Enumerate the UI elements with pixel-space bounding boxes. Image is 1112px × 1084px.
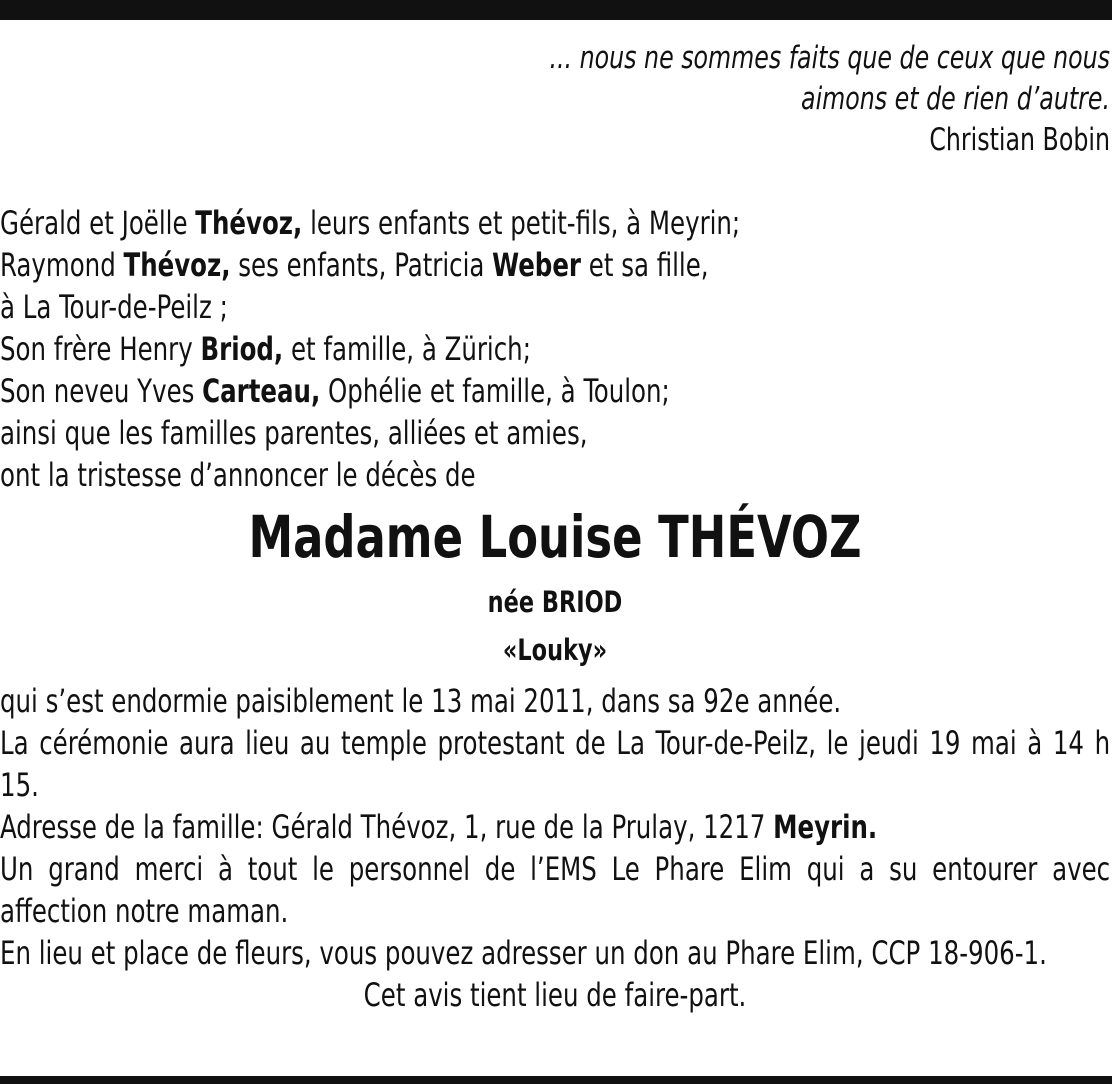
notice-details — [0, 680, 1110, 974]
donation-note: En lieu et place de fleurs, vous pouvez adresser un don au Phare Elim, CCP 18-906-1. — [0, 934, 1047, 972]
family-line — [0, 370, 1105, 412]
text: Son frère Henry — [0, 330, 201, 368]
text: ses enfants, Patricia — [230, 246, 493, 284]
epigraph — [167, 38, 1111, 161]
surname: Thévoz, — [123, 246, 231, 284]
family-line: à La Tour-de-Peilz ; — [0, 288, 228, 326]
text: Adresse de la famille: Gérald Thévoz, 1, rue de la Prulay, 1217 — [0, 808, 774, 846]
bottom-rule — [0, 1076, 1112, 1084]
thanks-note: Un grand merci à tout le personnel de l’EMS Le Phare Elim qui a su entourer avec affection notre maman. — [0, 850, 1111, 930]
text: leurs enfants et petit-fils, à Meyrin; — [302, 204, 741, 242]
family-line: ainsi que les familles parentes, alliées et amies, — [0, 414, 588, 452]
family-line: ont la tristesse d’annoncer le décès de — [0, 456, 476, 494]
family-announcement — [0, 202, 1105, 496]
deceased-name: Madame Louise THÉVOZ — [248, 503, 862, 571]
surname: Thévoz, — [195, 204, 303, 242]
epigraph-quote-line-1: ... nous ne sommes faits que de ceux que nous — [549, 40, 1110, 76]
text: Gérald et Joëlle — [0, 204, 196, 242]
obituary-notice — [0, 38, 1110, 1016]
surname: Briod, — [200, 330, 284, 368]
epigraph-quote-line-2: aimons et de rien d’autre. — [801, 81, 1110, 117]
surname: Carteau, — [202, 372, 321, 410]
top-rule — [0, 0, 1112, 20]
text: et famille, à Zürich; — [283, 330, 531, 368]
text: Raymond — [0, 246, 124, 284]
family-line — [0, 202, 1105, 244]
text: et sa fille, — [581, 246, 709, 284]
family-line — [0, 328, 1105, 370]
text: Ophélie et famille, à Toulon; — [320, 372, 670, 410]
text: Son neveu Yves — [0, 372, 203, 410]
family-address — [0, 806, 1110, 848]
epigraph-author: Christian Bobin — [929, 122, 1110, 158]
passing-statement: qui s’est endormie paisiblement le 13 mai 2011, dans sa 92e année. — [0, 682, 842, 720]
maiden-name: née BRIOD — [487, 585, 623, 619]
closing-note: Cet avis tient lieu de faire-part. — [363, 976, 747, 1014]
town: Meyrin. — [773, 808, 878, 846]
ceremony-info: La cérémonie aura lieu au temple protestant de La Tour-de-Peilz, le jeudi 19 mai à 14 h 15. — [0, 724, 1111, 804]
surname: Weber — [492, 246, 582, 284]
nickname: «Louky» — [502, 633, 608, 667]
family-line — [0, 244, 1105, 286]
